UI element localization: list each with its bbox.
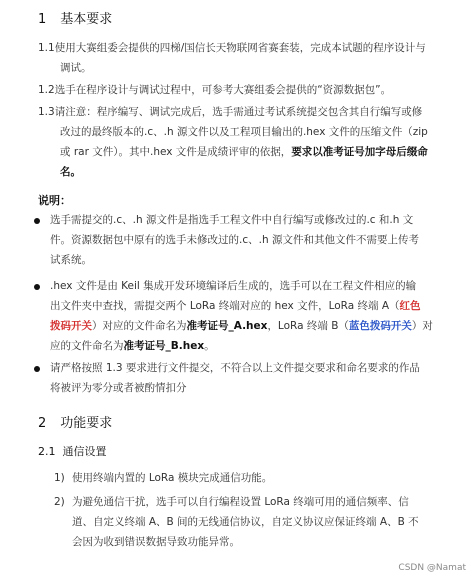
item-1-2: 1.2选手在程序设计与调试过程中，可参考大赛组委会提供的“资源数据包”。 — [38, 84, 392, 96]
subsection-2-1: 2.1 通信设置 — [38, 445, 107, 458]
list-item: 1) 使用终端内置的 LoRa 模块完成通信功能。 — [54, 472, 273, 484]
section-title: 基本要求 — [60, 12, 113, 27]
bullet-icon — [34, 218, 40, 224]
bullet-icon — [34, 366, 40, 372]
section-1-heading — [38, 8, 112, 27]
bullet-icon — [34, 284, 40, 290]
section-number: 1 — [38, 12, 47, 27]
section-title: 功能要求 — [60, 416, 113, 431]
naming-requirement: 要求以准考证号加字母后缀命 — [291, 146, 428, 158]
item-1-3: 1.3请注意：程序编写、调试完成后，选手需通过考试系统提交包含其自行编写或修 改过的最终版本的.c、.h 源文件以及工程项目输出的.hex 文件的压缩文件（zip 或 rar 文件）。其中.hex 文件是成绩评审的依据，要求以准考证号加字母后缀命 名。 — [38, 106, 428, 178]
note-2: .hex 文件是由 Keil 集成开发环境编译后生成的，选手可以在工程文件相应的输 出文件夹中查找，需提交两个 LoRa 终端对应的 hex 文件，LoRa 终端 A（红色 拨码开关）对应的文件命名为准考证号_A.hex，LoRa 终端 B（蓝色拨码开关）对 应的文件命名为准考证号_B.hex。 — [50, 280, 433, 352]
list-item: 2) 为避免通信干扰，选手可以自行编程设置 LoRa 终端可用的通信频率、信 道、自定义终端 A、B 间的无线通信协议，自定义协议应保证终端 A、B 不 会因为收到错误数据导致功能异常。 — [54, 496, 419, 548]
section-number: 2 — [38, 416, 47, 431]
note-3: 请严格按照 1.3 要求进行文件提交，不符合以上文件提交要求和命名要求的作品 将被评为零分或者被酌情扣分 — [50, 362, 420, 394]
item-1-1: 1.1使用大赛组委会提供的四梯/国信长天物联网省赛套装，完成本试题的程序设计与 调试。 — [38, 42, 426, 74]
note-1: 选手需提交的.c、.h 源文件是指选手工程文件中自行编写或修改过的.c 和.h 文 件。资源数据包中原有的选手未修改过的.c、.h 源文件和其他文件不需要上传考 试系统。 — [50, 214, 419, 266]
notes-title: 说明： — [38, 194, 71, 207]
section-2-heading — [38, 412, 112, 431]
watermark: CSDN @Namat — [398, 563, 466, 573]
